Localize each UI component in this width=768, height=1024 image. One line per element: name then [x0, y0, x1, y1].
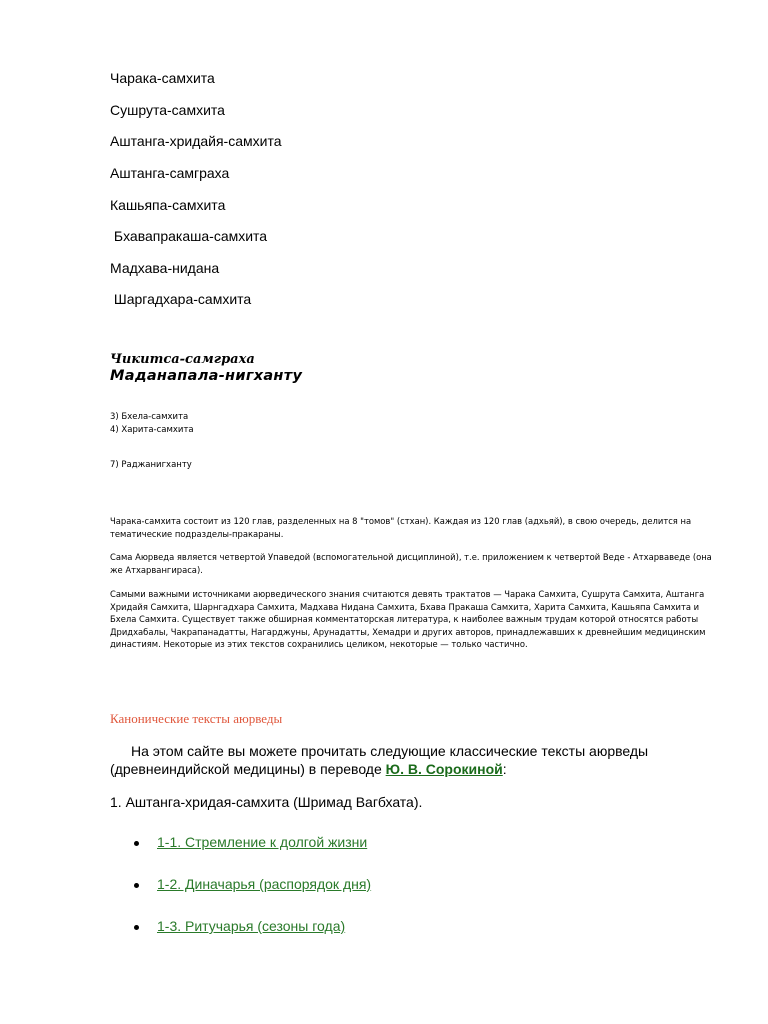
treatise-item-sushruta: Сушрута-самхита: [110, 102, 225, 118]
treatise-item-ashtanga-hridaya: Аштанга-хридайя-самхита: [110, 133, 282, 149]
chapter-link-1-1[interactable]: 1-1. Стремление к долгой жизни: [157, 834, 368, 850]
numbered-item-4: 4) Харита-самхита: [110, 425, 194, 435]
chapter-link-1-2[interactable]: 1-2. Диначарья (распорядок дня): [157, 876, 372, 892]
book-title: 1. Аштанга-хридая-самхита (Шримад Вагбхата).: [110, 794, 423, 810]
intro-colon: :: [502, 761, 507, 777]
treatise-item-bhavaprakasha: Бхавапракаша-самхита: [110, 228, 268, 244]
paragraph-upaveda: Сама Аюрведа является четвертой Упаведой (вспомогательной дисциплиной), т.е. приложением к четвертой Веде - Атхарваведе (она же Атхарвангираса).: [110, 552, 712, 575]
intro-paragraph: [110, 742, 730, 778]
heading-chikitsa: Чикитса-самграха: [110, 352, 255, 367]
chapter-link-1-3[interactable]: 1-3. Ритучарья (сезоны года): [157, 918, 346, 934]
bullet-icon: [134, 883, 139, 888]
treatise-item-ashtanga-samgraha: Аштанга-самграха: [110, 165, 230, 181]
treatise-item-kashyapa: Кашьяпа-самхита: [110, 197, 226, 213]
translator-link[interactable]: Ю. В. Сорокиной: [385, 761, 503, 777]
treatise-item-madhava: Мадхава-нидана: [110, 260, 220, 276]
bullet-icon: [134, 925, 139, 930]
paragraph-charaka-structure: Чарака-самхита состоит из 120 глав, разделенных на 8 "томов" (стхан). Каждая из 120 глав (адхьяй), в свою очередь, делится на тематические подразделы-пракараны.: [110, 516, 692, 539]
numbered-item-3: 3) Бхела-самхита: [110, 412, 189, 422]
heading-madanapala: Маданапала-нигханту: [110, 368, 303, 384]
treatise-item-sharngadhara: Шаргадхара-самхита: [110, 291, 252, 307]
paragraph-sources: Самыми важными источниками аюрведического знания считаются девять трактатов — Чарака Самхита, Сушрута Самхита, Аштанга Хридайя Самхита, Шарнгадхара Самхита, Мадхава Нидана Самхита, Бхава Пракаша Самхита, Харита Самхита, Кашьяпа Самхита и Бхела Самхита. Существует также обширная комментаторская литература, к наиболее важным трудам которой относятся работы Дридхабалы, Чакрапанадатты, Нагарджуны, Арунадатты, Хемадри и других авторов, принадлежавших к древнейшим медицинским династиям. Некоторые из этих текстов сохранились целиком, некоторые — только частично.: [110, 589, 706, 650]
intro-text: На этом сайте вы можете прочитать следующие классические тексты аюрведы (древнеиндийской медицины) в переводе: [110, 743, 649, 777]
bullet-icon: [134, 841, 139, 846]
treatise-item-charaka: Чарака-самхита: [110, 70, 215, 86]
section-title: Канонические тексты аюрведы: [110, 711, 283, 726]
numbered-item-7: 7) Раджанигханту: [110, 460, 192, 470]
